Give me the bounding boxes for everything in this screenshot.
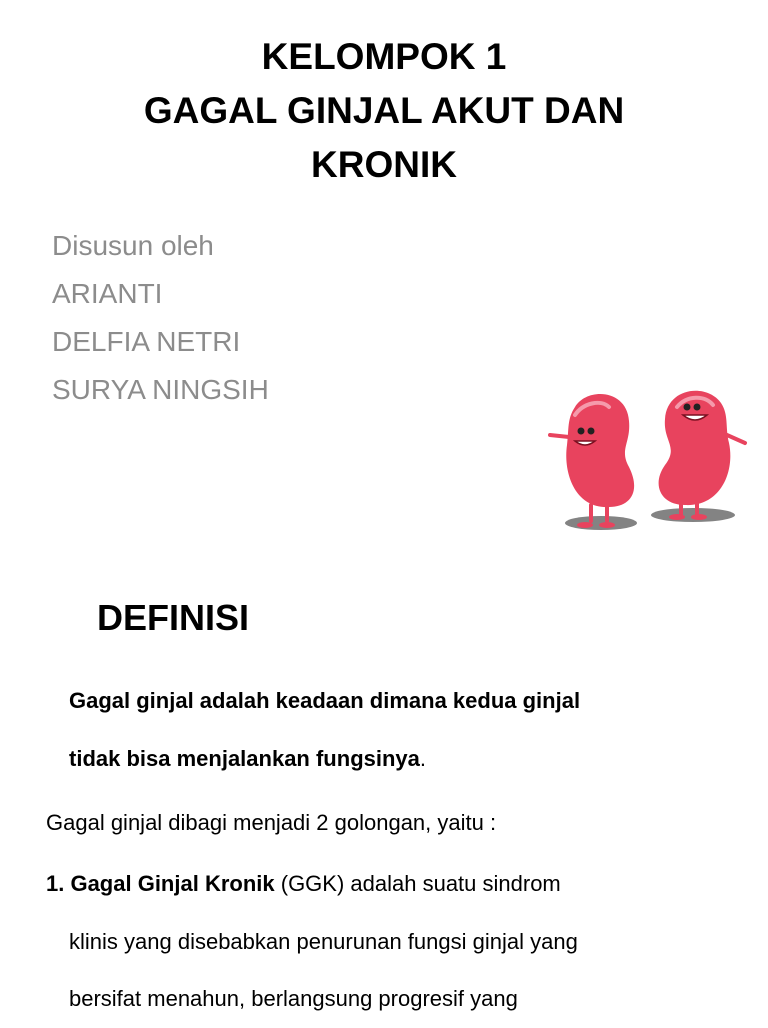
list-item — [46, 855, 561, 913]
list-item-title: 1. Gagal Ginjal Kronik — [46, 871, 275, 896]
title-line-3: KRONIK — [311, 144, 457, 185]
definition-bold-2: tidak bisa menjalankan fungsinya — [69, 746, 420, 771]
definition-bold-1: Gagal ginjal adalah keadaan dimana kedua ginjal — [69, 688, 581, 713]
definition-period: . — [419, 746, 427, 771]
author-name: DELFIA NETRI — [52, 326, 241, 357]
author-name: ARIANTI — [52, 278, 163, 309]
list-item-text: (GGK) adalah suatu sindrom — [274, 871, 561, 896]
classification-intro: Gagal ginjal dibagi menjadi 2 golongan, yaitu : — [46, 810, 497, 835]
title-line-1: KELOMPOK 1 — [261, 36, 507, 77]
right-kidney — [659, 391, 745, 520]
definition-text — [69, 672, 719, 788]
left-kidney — [550, 394, 634, 528]
definition-line-1 — [69, 672, 719, 730]
definition-line-2 — [69, 730, 719, 788]
author-name: SURYA NINGSIH — [52, 374, 269, 405]
cartoon-kidneys-icon — [545, 385, 751, 537]
list-item-continuation: klinis yang disebabkan penurunan fungsi ginjal yang — [69, 929, 578, 954]
title-line-2: GAGAL GINJAL AKUT DAN — [143, 90, 625, 131]
authors-block — [52, 222, 269, 414]
authors-label: Disusun oleh — [52, 230, 214, 261]
list-item-continuation: bersifat menahun, berlangsung progresif yang — [69, 986, 518, 1011]
section-heading: DEFINISI — [97, 597, 250, 638]
document-title — [0, 30, 768, 192]
